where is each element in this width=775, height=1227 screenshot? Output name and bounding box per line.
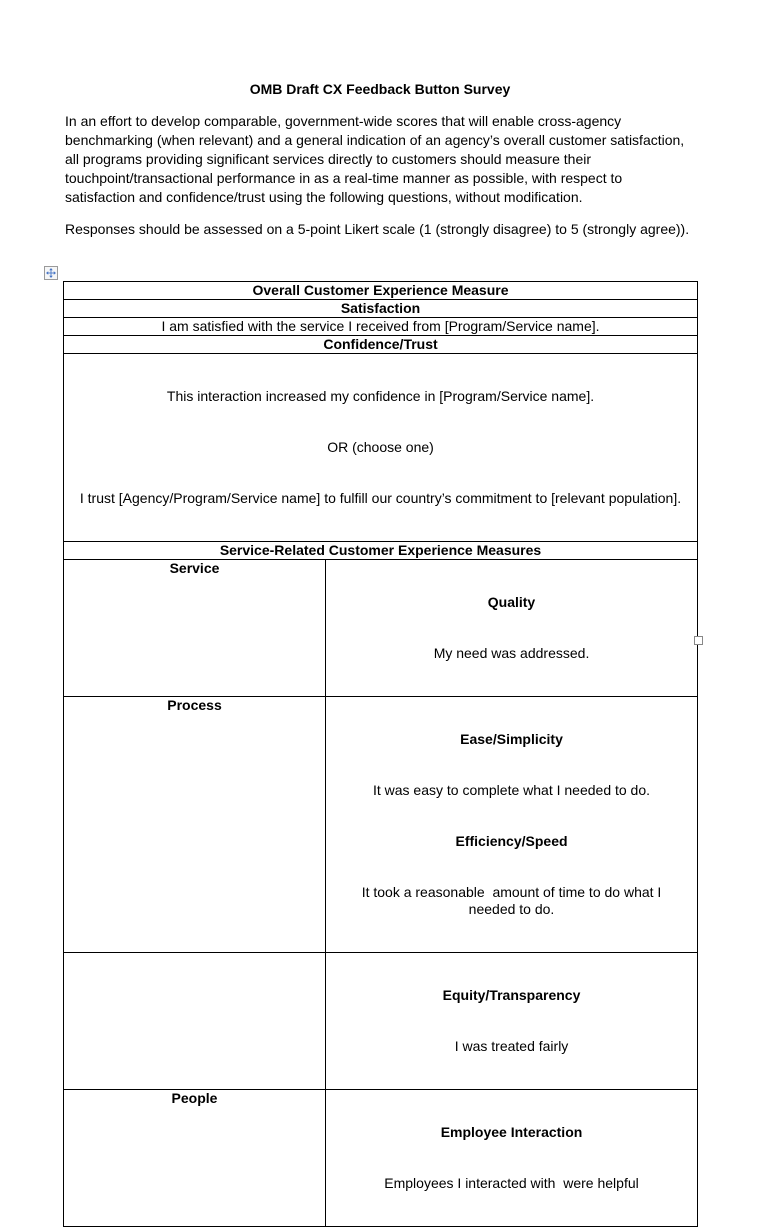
question-cell[interactable] — [64, 354, 698, 542]
document-body — [65, 81, 695, 252]
measure-text: I was treated fairly — [454, 1038, 569, 1054]
likert-scale-paragraph[interactable]: Responses should be assessed on a 5-point Likert scale (1 (strongly disagree) to 5 (strongly agree)). — [65, 221, 690, 237]
measure-heading: Equity/Transparency — [442, 987, 581, 1003]
survey-table-container — [63, 281, 697, 1227]
table-move-handle[interactable] — [44, 266, 58, 280]
section-header-cell[interactable]: Service-Related Customer Experience Measures — [64, 542, 698, 560]
measure-header-cell[interactable]: Confidence/Trust — [64, 336, 698, 354]
measure-heading: Ease/Simplicity — [460, 731, 563, 747]
question-cell[interactable]: I am satisfied with the service I received from [Program/Service name]. — [64, 318, 698, 336]
measure-text: Employees I interacted with were helpful — [384, 1175, 639, 1191]
measure-heading: Quality — [487, 594, 536, 610]
question-line: This interaction increased my confidence in [Program/Service name]. — [166, 388, 595, 404]
measure-cell[interactable] — [326, 697, 698, 953]
measure-text: It was easy to complete what I needed to do. — [372, 782, 651, 798]
survey-table — [63, 281, 698, 1227]
measure-cell[interactable] — [326, 560, 698, 697]
document-title[interactable]: OMB Draft CX Feedback Button Survey — [249, 81, 511, 97]
measure-cell[interactable] — [326, 953, 698, 1090]
intro-paragraph[interactable]: In an effort to develop comparable, government-wide scores that will enable cross-agency benchmarking (when relevant) and a general indication of an agency’s overall customer satisfaction, all programs providing significant services directly to customers should measure their touchpoint/transactional performance in as a real-time manner as possible, with respect to satisfaction and confidence/trust using the following questions, without modification. — [65, 113, 685, 205]
table-resize-handle[interactable] — [694, 636, 703, 645]
question-line: OR (choose one) — [327, 439, 434, 455]
category-cell[interactable]: Service — [64, 560, 326, 697]
measure-heading: Employee Interaction — [440, 1124, 583, 1140]
section-header-cell[interactable]: Overall Customer Experience Measure — [64, 282, 698, 300]
measure-text: It took a reasonable amount of time to do what I needed to do. — [361, 884, 666, 917]
category-cell[interactable] — [64, 953, 326, 1090]
category-cell[interactable]: People — [64, 1090, 326, 1227]
measure-text: My need was addressed. — [433, 645, 590, 661]
question-line: I trust [Agency/Program/Service name] to fulfill our country’s commitment to [relevant population]. — [79, 490, 682, 506]
measure-cell[interactable] — [326, 1090, 698, 1227]
measure-heading: Efficiency/Speed — [455, 833, 568, 849]
category-cell[interactable]: Process — [64, 697, 326, 953]
measure-header-cell[interactable]: Satisfaction — [64, 300, 698, 318]
move-icon — [46, 268, 56, 278]
